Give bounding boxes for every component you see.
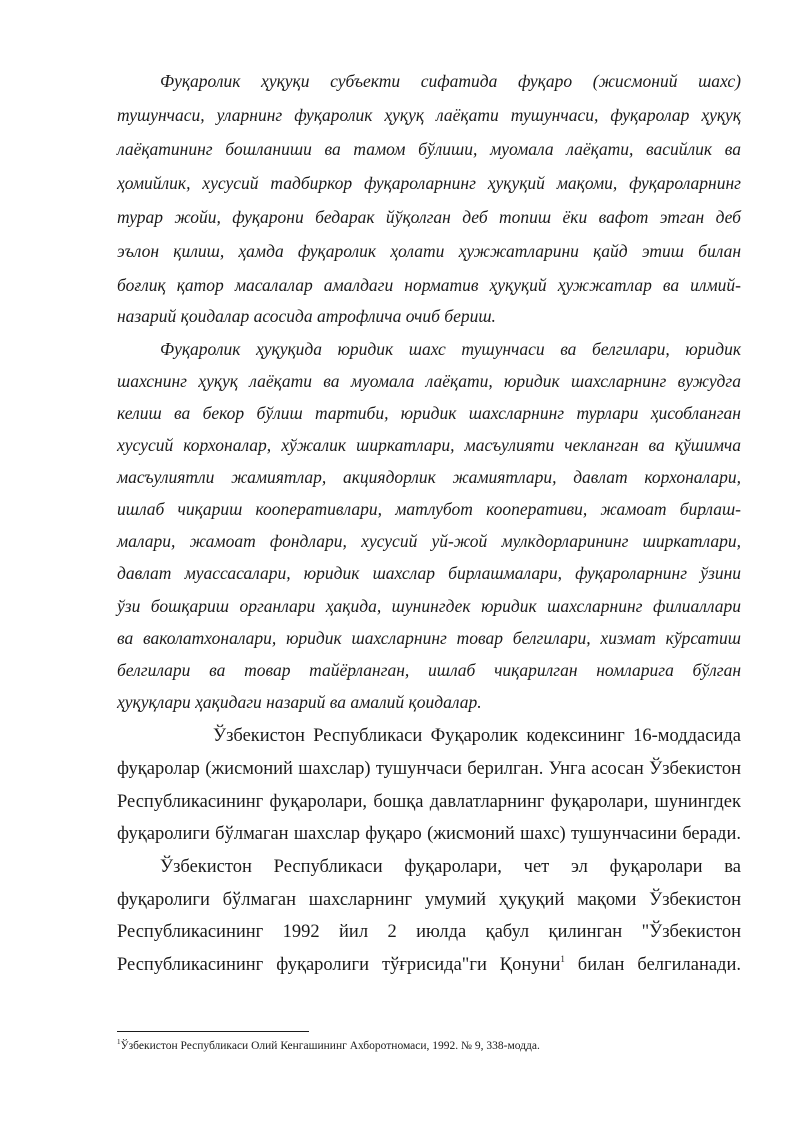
text-line: фуқаролар (жисмоний шахслар) тушунчаси берилган. Унга асосан Ўзбекистон [117,759,741,779]
text-line: ҳуқуқлари ҳақидаги назарий ва амалий қоидалар. [117,692,482,712]
text-line: эълон қилиш, ҳамда фуқаролик ҳолати ҳужжатларини қайд этиш билан [117,241,741,261]
text-line: ҳомийлик, хусусий тадбиркор фуқароларнинг ҳуқуқий мақоми, фуқароларнинг [117,173,741,193]
text-line: малари, жамоат фондлари, хусусий уй-жой мулкдорларининг ширкатлари, [117,531,741,551]
text-line: Ўзбекистон Республикаси Фуқаролик кодексининг 16-моддасида [213,726,741,746]
text-line: масъулиятли жамиятлар, акциядорлик жамиятлари, давлат корхоналари, [117,467,741,487]
text-line: Фуқаролик ҳуқуқи субъекти сифатида фуқаро (жисмоний шахс) [160,71,741,91]
text-line: назарий қоидалар асосида атрофлича очиб бериш. [117,306,496,326]
law-reference: Республикасининг фуқаролиги тўғрисида"ги Қонуни [117,955,561,975]
text-line: фуқаролиги бўлмаган шахслар фуқаро (жисмоний шахс) тушунчасини беради. [117,824,741,844]
text-line: Республикасининг 1992 йил 2 июлда қабул қилинган "Ўзбекистон [117,922,741,942]
footnote-separator [117,1031,309,1032]
text-line: шахснинг ҳуқуқ лаёқати ва муомала лаёқати, юридик шахсларнинг вужудга [117,371,741,391]
text-line: боғлиқ қатор масалалар амалдаги норматив ҳуқуқий ҳужжатлар ва илмий- [117,275,741,295]
text-line: келиш ва бекор бўлиш тартиби, юридик шахсларнинг турлари ҳисобланган [117,403,741,423]
text-line: Фуқаролик ҳуқуқида юридик шахс тушунчаси ва белгилари, юридик [160,339,741,359]
footnote [117,1040,540,1052]
footnote-mark: 1 [117,1038,121,1046]
text-line: фуқаролиги бўлмаган шахсларнинг умумий ҳуқуқий мақоми Ўзбекистон [117,890,741,910]
text-line: белгилари ва товар тайёрланган, ишлаб чиқарилган номларига бўлган [117,660,741,680]
text-line: хусусий корхоналар, хўжалик ширкатлари, масъулияти чекланган ва қўшимча [117,435,741,455]
footnote-reference[interactable]: 1 [560,954,565,964]
text-line: ўзи бошқариш органлари ҳақида, шунингдек юридик шахсларнинг филиаллари [117,596,741,616]
text-line: тушунчаси, уларнинг фуқаролик ҳуқуқ лаёқати тушунчаси, фуқаролар ҳуқуқ [117,105,741,125]
text-line: ва ваколатхоналари, юридик шахсларнинг товар белгилари, хизмат кўрсатиш [117,628,741,648]
text-line: лаёқатининг бошланиши ва тамом бўлиши, муомала лаёқати, васийлик ва [117,139,741,159]
text-line: давлат муассасалари, юридик шахслар бирлашмалари, фуқароларнинг ўзини [117,563,741,583]
text-line: Ўзбекистон Республикаси фуқаролари, чет эл фуқаролари ва [160,857,741,877]
text-fragment: билан белгиланади. [564,955,741,975]
text-line [117,955,741,976]
footnote-text: Ўзбекистон Республикаси Олий Кенгашининг Ахборотномаси, 1992. № 9, 338-модда. [120,1040,540,1052]
text-line: Республикасининг фуқаролари, бошқа давлатларнинг фуқаролари, шунингдек [117,792,741,812]
text-line: ишлаб чиқариш кооперативлари, матлубот кооперативи, жамоат бирлаш- [117,499,741,519]
text-line: турар жойи, фуқарони бедарак йўқолган деб топиш ёки вафот этган деб [117,207,741,227]
